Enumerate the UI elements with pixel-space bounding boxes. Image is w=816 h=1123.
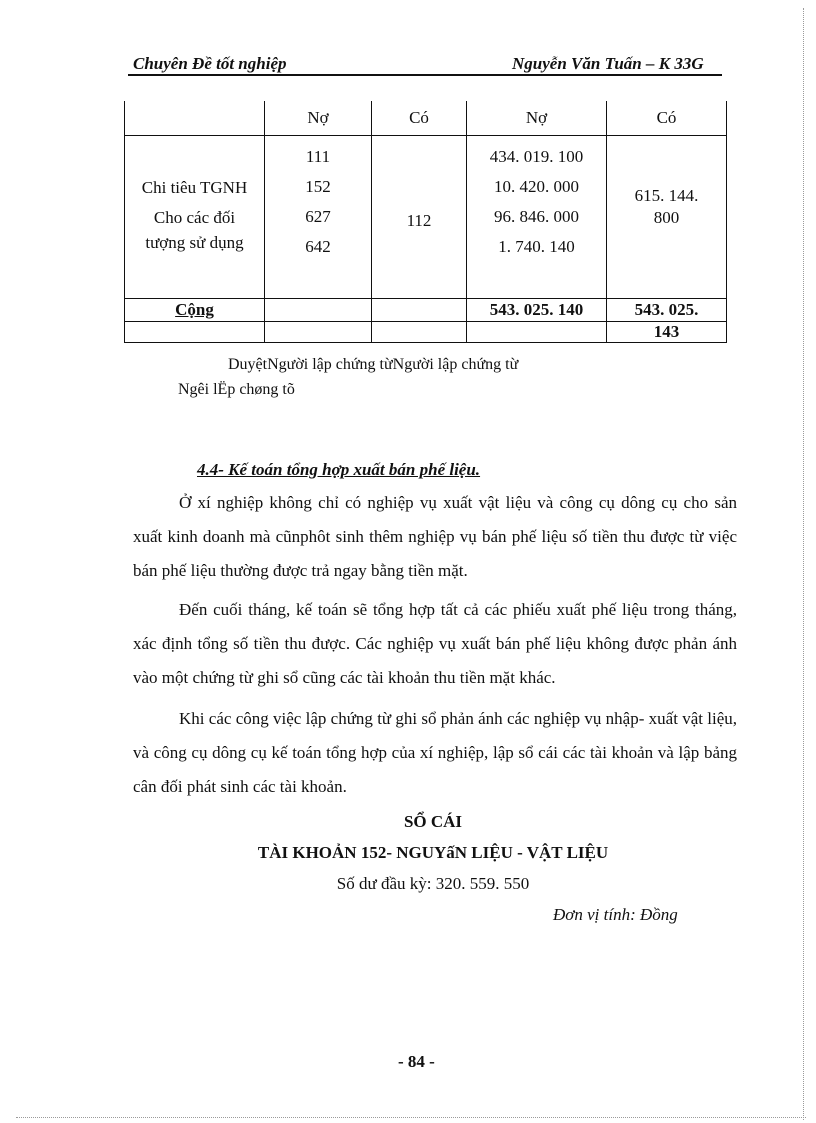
ledger-account: TÀI KHOẢN 152- NGUYấN LIỆU - VẬT LIỆU xyxy=(257,843,609,862)
debit-amount: 96. 846. 000 xyxy=(494,207,579,226)
credit-amount: 615. 144. 800 xyxy=(634,186,699,227)
extra-empty-cell xyxy=(125,322,265,343)
total-row-continued xyxy=(125,322,727,343)
ledger-title: SỔ CÁI xyxy=(403,812,463,831)
debit-account: 627 xyxy=(305,207,331,226)
extra-empty-cell xyxy=(372,322,467,343)
paragraph: Ở xí nghiệp không chỉ có nghiệp vụ xuất vật liệu và công cụ dông cụ cho sản xuất kinh doanh mà cũnphôt sinh thêm nghiệp vụ bán phế liệu số tiền thu được từ việc bán phế liệu thường được trả ngay bằng tiền mặt. xyxy=(133,493,737,580)
header-rule xyxy=(128,74,722,76)
signature-line: DuyệtNgười lập chứng từNgười lập chứng từ xyxy=(228,356,519,373)
total-row xyxy=(125,299,727,322)
total-credit-part1: 543. 025. xyxy=(607,299,727,322)
extra-empty-cell xyxy=(467,322,607,343)
header-empty-cell xyxy=(125,101,265,136)
header-no-amount: Nợ xyxy=(467,101,607,136)
debit-accounts-cell xyxy=(265,136,372,299)
debit-account: 152 xyxy=(305,177,331,196)
page-frame-right xyxy=(803,8,807,1120)
description-cell xyxy=(125,136,265,299)
page-number: - 84 - xyxy=(398,1052,435,1071)
credit-account-cell: 112 xyxy=(372,136,467,299)
description-line: Cho các đối xyxy=(153,208,236,227)
signature-line-garbled: Ngêi lËp chøng tõ xyxy=(178,381,295,398)
debit-amounts-cell xyxy=(467,136,607,299)
paragraph: Khi các công việc lập chứng từ ghi sổ phản ánh các nghiệp vụ nhập- xuất vật liệu, và công cụ dông cụ kế toán tổng hợp của xí nghiệp, lập sổ cái các tài khoản và lập bảng cân đối phát sinh các tài khoản. xyxy=(133,709,737,796)
header-no-account: Nợ xyxy=(265,101,372,136)
credit-amount-cell xyxy=(607,136,727,299)
description-line: Chi tiêu TGNH xyxy=(141,178,248,197)
header-left: Chuyên Đề tốt nghiệp xyxy=(133,54,287,73)
header-co-amount: Có xyxy=(607,101,727,136)
total-empty-cell xyxy=(372,299,467,322)
total-label: Cộng xyxy=(125,299,265,322)
debit-account: 642 xyxy=(305,237,331,256)
debit-amount: 434. 019. 100 xyxy=(489,147,584,166)
opening-balance: Số dư đầu kỳ: 320. 559. 550 xyxy=(336,874,530,893)
section-title: 4.4- Kế toán tổng hợp xuất bán phế liệu. xyxy=(197,460,481,479)
voucher-table xyxy=(124,101,727,343)
total-debit: 543. 025. 140 xyxy=(467,299,607,322)
debit-account: 111 xyxy=(305,147,331,166)
total-empty-cell xyxy=(265,299,372,322)
total-credit-part2: 143 xyxy=(607,322,727,343)
page-frame-bottom xyxy=(16,1117,806,1118)
description-line: tượng sử dụng xyxy=(145,233,244,252)
extra-empty-cell xyxy=(265,322,372,343)
header-right: Nguyễn Văn Tuấn – K 33G xyxy=(512,54,704,73)
currency-unit: Đơn vị tính: Đồng xyxy=(553,905,678,924)
debit-amount: 1. 740. 140 xyxy=(498,237,575,256)
debit-amount: 10. 420. 000 xyxy=(494,177,579,196)
table-header-row xyxy=(125,101,727,136)
table-row xyxy=(125,136,727,299)
header-co-account: Có xyxy=(372,101,467,136)
paragraph: Đến cuối tháng, kế toán sẽ tổng hợp tất cả các phiếu xuất phế liệu trong tháng, xác định tổng số tiền thu được. Các nghiệp vụ xuất bán phế liệu không được phản ánh vào một chứng từ ghi sổ cũng các tài khoản thu tiền mặt khác. xyxy=(133,600,737,687)
